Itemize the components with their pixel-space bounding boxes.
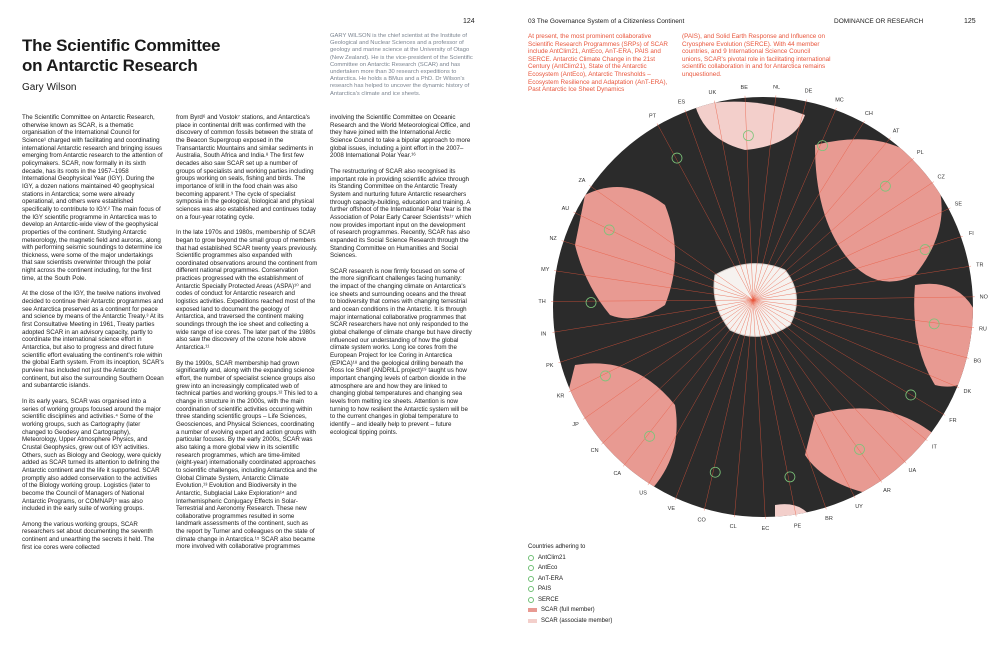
country-code-label: ZA — [578, 178, 586, 185]
legend-title: Countries adhering to — [528, 544, 586, 550]
country-code-label: PE — [793, 523, 802, 530]
country-code-label: NZ — [549, 235, 557, 242]
country-code-label: PT — [648, 113, 657, 120]
paragraph: In the late 1970s and 1980s, membership of SCAR began to grow beyond the small group of members that had established SCAR twenty years previously. Scientific programmes also expanded with coordinated observations around the continent from different national programmes. Conservation practices progressed with the establishment of Antarctic Specially Protected Areas (ASPA)¹⁰ and codes of conduct for Antarctic research and logistics activities. Expeditions reached most of the exposed land to document the geology of Antarctica, and traversed the continent making soundings through the ice sheet and collecting a wide range of ice cores. The later part of the 1980s also saw the discovery of the ozone hole above Antarctica.¹¹ — [176, 229, 318, 352]
country-code-label: SE — [954, 201, 963, 208]
paragraph: SCAR research is now firmly focused on some of the more significant challenges facing humanity: the impact of the changing climate on Antarctica's ice sheets and surrounding oceans and the threat to biodiversity that comes with changing terrestrial and ocean conditions in the Antarctic. It is through major international collaborative programmes that SCAR researchers have not only responded to the global challenge of climate change but have directly influenced our understanding of how the global climate system works. Long ice cores from the European Project for Ice Coring in Antarctica (EPICA)¹⁸ and the geological drilling beneath the Ross Ice Shelf (ANDRILL project)¹⁹ taught us how important changing levels of carbon dioxide in the atmosphere are and how they are linked to changing global temperatures and changing sea levels from melting ice sheets. Attention is now turning to how resilient the Antarctic system will be to the current changes in global temperature to identify – and ideally help to prevent – future ecological tipping points. — [330, 267, 472, 436]
section-header: DOMINANCE OR RESEARCH — [834, 18, 924, 25]
article-title: The Scientific Committee on Antarctic Research — [22, 36, 221, 75]
country-code-label: EC — [761, 525, 770, 532]
country-code-label: NL — [772, 85, 781, 91]
country-code-label: TR — [976, 262, 984, 269]
paragraph: from Byrd⁶ and Vostok⁷ stations, and Antarctica's place in continental drift was confirmed with the discovery of common fossils between the strata of the Beacon Supergroup exposed in the Transantarctic Mountains and similar sediments in Australia, South Africa and India.⁸ The first few decades also saw SCAR set up a number of groups of specialists and working parties including groups working on seals, fishing and birds. The importance of krill in the food chain was also becoming apparent.⁹ The cycle of specialist symposia in the geological, biological and physical sciences was also established and continues today on a four-year rotating cycle. — [176, 114, 316, 221]
country-code-label: BG — [973, 358, 982, 365]
paragraph: At the close of the IGY, the twelve nations involved decided to continue their Antarctic programmes and see Antarctica preserved as a continent for peace and science by means of the Antarctic Treaty.³ At its first Consultative Meeting in 1961, Treaty parties adopted SCAR in an advisory capacity, partly to coordinate the international science effort in Antarctica, but also to progress and direct future scientific effort evaluating the continent's role within the global Earth system. From its inception, SCAR's purview has included not just the Antarctic continent, but also the surrounding Southern Ocean and subantarctic islands. — [22, 290, 164, 390]
chapter-header: 03 The Governance System of a Citizenless Continent — [528, 18, 685, 25]
country-code-label: FI — [968, 231, 974, 238]
text-column-3 — [330, 114, 472, 444]
legend-item: SERCE — [528, 595, 668, 606]
country-code-label: VE — [667, 506, 676, 513]
country-code-label: CL — [729, 523, 737, 530]
country-code-label: FR — [949, 417, 957, 424]
swatch-icon — [528, 619, 537, 623]
circle-icon — [528, 555, 534, 561]
country-code-label: UK — [708, 89, 717, 96]
country-code-label: US — [639, 490, 647, 497]
legend-item: PAIS — [528, 584, 668, 595]
country-code-label: UA — [908, 467, 917, 474]
country-code-label: MC — [835, 97, 844, 104]
text-column-2 — [176, 114, 318, 559]
country-code-label: BR — [825, 515, 833, 522]
intro-text-1: At present, the most prominent collaborative Scientific Research Programmes (SRPs) of SCAR include AntClim21, AntEco, AnT-ERA, PAIS and SERCE. Antarctic Climate Change in the 21st Century (AntClim21), State of the Antarctic Ecosystem (AntEco), Antarctic Thresholds – Ecosystem Resilience and Adaptation (AnT-ERA), Past Antarctic Ice Sheet Dynamics — [528, 33, 668, 94]
country-code-label: CH — [864, 111, 873, 118]
circle-icon — [528, 576, 534, 582]
legend-item: AnT-ERA — [528, 574, 668, 585]
country-code-label: CZ — [937, 174, 945, 181]
country-code-label: RU — [978, 326, 987, 333]
page-number-right: 125 — [964, 18, 976, 25]
paragraph: In its early years, SCAR was organised into a series of working groups focused around the major scientific disciplines and activities.⁴ Some of the working groups, such as Cartography (later changed to Geodesy and Cartography), Meteorology, Upper Atmosphere Physics, and Crustal Geophysics, grew out of IGY activities. Others, such as Biology and Geology, were quickly added as SCAR turned its attention to defining the Antarctic continent and the life it supported. SCAR promptly also added conservation to the activities of the Biology working group. Logistics (later to become the Council of Managers of National Antarctic Programs, or COMNAP)⁵ was also included in the early suite of working groups. — [22, 397, 162, 513]
country-code-label: DK — [963, 389, 972, 396]
country-code-label: ES — [677, 99, 686, 106]
country-code-label: CA — [613, 471, 622, 478]
country-code-label: KR — [556, 393, 565, 400]
paragraph: By the 1990s, SCAR membership had grown significantly and, along with the expanding science effort, the number of specialist science groups also grew into an increasingly complicated web of technical parties and working groups.¹² This led to a change in structure in the 2000s, with the main coordination of scientific activities occurring within three standing scientific groups – Life Sciences, Geosciences, and Physical Sciences, coordinating a number of evolving expert and action groups with particular focuses. By the early 2000s, SCAR was also taking a more global view in its scientific research programmes, which are time-limited (eight-year) internationally coordinated approaches to scientific challenges, including Antarctica and the Global Climate System, Antarctic Climate Evolution,¹³ Evolution and Biodiversity in the Antarctic, Subglacial Lake Exploration¹⁴ and Interhemispheric Conjugacy Effects in Solar-Terrestrial and Aeronomy Research. These new collaborative programmes resulted in some landmark assessments of the continent, such as the report by Turner and colleagues on the state of climate change in Antarctica.¹⁵ SCAR also became more involved with collaborative programmes — [176, 359, 318, 551]
country-code-label: CN — [590, 448, 599, 455]
legend-item: SCAR (full member) — [528, 605, 668, 616]
legend-item: SCAR (associate member) — [528, 616, 668, 627]
paragraph: The restructuring of SCAR also recognised its important role in providing scientific advice through its Standing Committee on the Antarctic Treaty System and nurturing future Antarctic researchers through capacity-building, education and training. A further offshoot of the International Polar Year is the Association of Polar Early Career Scientists¹⁷ which now provides important input on the development of research programmes. Recently, SCAR has also expanded its Social Science Research through the Standing Committee on Humanities and Social Sciences. — [330, 167, 472, 260]
swatch-icon — [528, 608, 537, 612]
paragraph: Among the various working groups, SCAR researchers set about documenting the seventh continent and unearthing the secrets it held. The first ice cores were collected — [22, 520, 155, 551]
country-code-label: PL — [916, 149, 924, 156]
country-code-label: BE — [740, 85, 748, 91]
country-code-label: AU — [561, 205, 570, 212]
country-code-label: PK — [546, 363, 554, 370]
paragraph: The Scientific Committee on Antarctic Research, otherwise known as SCAR, is a thematic organisation of the International Council for Science¹ charged with facilitating and coordinating international Antarctic research and bringing issues emerging from Antarctic research to the attention of policymakers. SCAR, now formally in its sixth decade, has its roots in the 1957–1958 International Geophysical Year (IGY). During the IGY, a dozen nations maintained 40 geophysical stations in Antarctica; some were already operational, and others were established specifically to contribute to IGY.² The main focus of the IGY scientific programme in Antarctica was to develop an Antarctic-wide view of the geophysical properties of the continent. Studying Antarctic meteorology, the magnetic field and auroras, along with performing seismic soundings to determine ice thickness, were some of the major undertakings that saw scientists overwinter through the polar night across the continent including, for the first time, at the South Pole. — [22, 114, 163, 282]
country-code-label: NO — [979, 294, 988, 301]
country-code-label: AR — [883, 487, 891, 494]
map-legend — [528, 542, 668, 626]
author-name: Gary Wilson — [22, 82, 77, 93]
country-code-label: UY — [855, 504, 863, 511]
page-number-left: 124 — [463, 18, 475, 25]
legend-item: AntEco — [528, 563, 668, 574]
country-code-label: AT — [892, 128, 900, 135]
circle-icon — [528, 586, 534, 592]
country-code-label: CO — [697, 517, 706, 524]
globe-svg — [515, 85, 990, 545]
text-column-1 — [22, 114, 164, 559]
country-code-label: DE — [804, 88, 813, 95]
paragraph: involving the Scientific Committee on Oceanic Research and the World Meteorological Office, and they have joined with the International Arctic Science Council to take a bipolar approach to more global issues, including a joint effort in the 2007–2008 International Polar Year.¹⁶ — [330, 114, 471, 160]
circle-icon — [528, 565, 534, 571]
country-code-label: IT — [932, 444, 937, 451]
country-code-label: MY — [541, 267, 550, 274]
legend-item: AntClim21 — [528, 553, 668, 564]
country-code-label: JP — [572, 422, 579, 429]
country-code-label: IN — [540, 331, 547, 338]
circle-icon — [528, 597, 534, 603]
intro-text-2: (PAIS), and Solid Earth Response and Influence on Cryosphere Evolution (SERCE). With 44 member countries, and 9 International Science Council unions, SCAR's pivotal role in facilitating international scientific collaboration in and for Antarctica remains unquestioned. — [682, 33, 831, 78]
country-code-label: TH — [538, 299, 546, 306]
polar-map — [515, 85, 990, 545]
author-bio: GARY WILSON is the chief scientist at the Institute of Geological and Nuclear Sciences and a professor of geology and marine science at the University of Otago (New Zealand). He is the vice-president of the Scientific Committee on Antarctic Research (SCAR) and has undertaken more than 30 research expeditions to Antarctica. He holds a BMus and a PhD. Dr Wilson's research has helped to uncover the dynamic history of Antarctica's climate and ice sheets. — [330, 33, 473, 97]
